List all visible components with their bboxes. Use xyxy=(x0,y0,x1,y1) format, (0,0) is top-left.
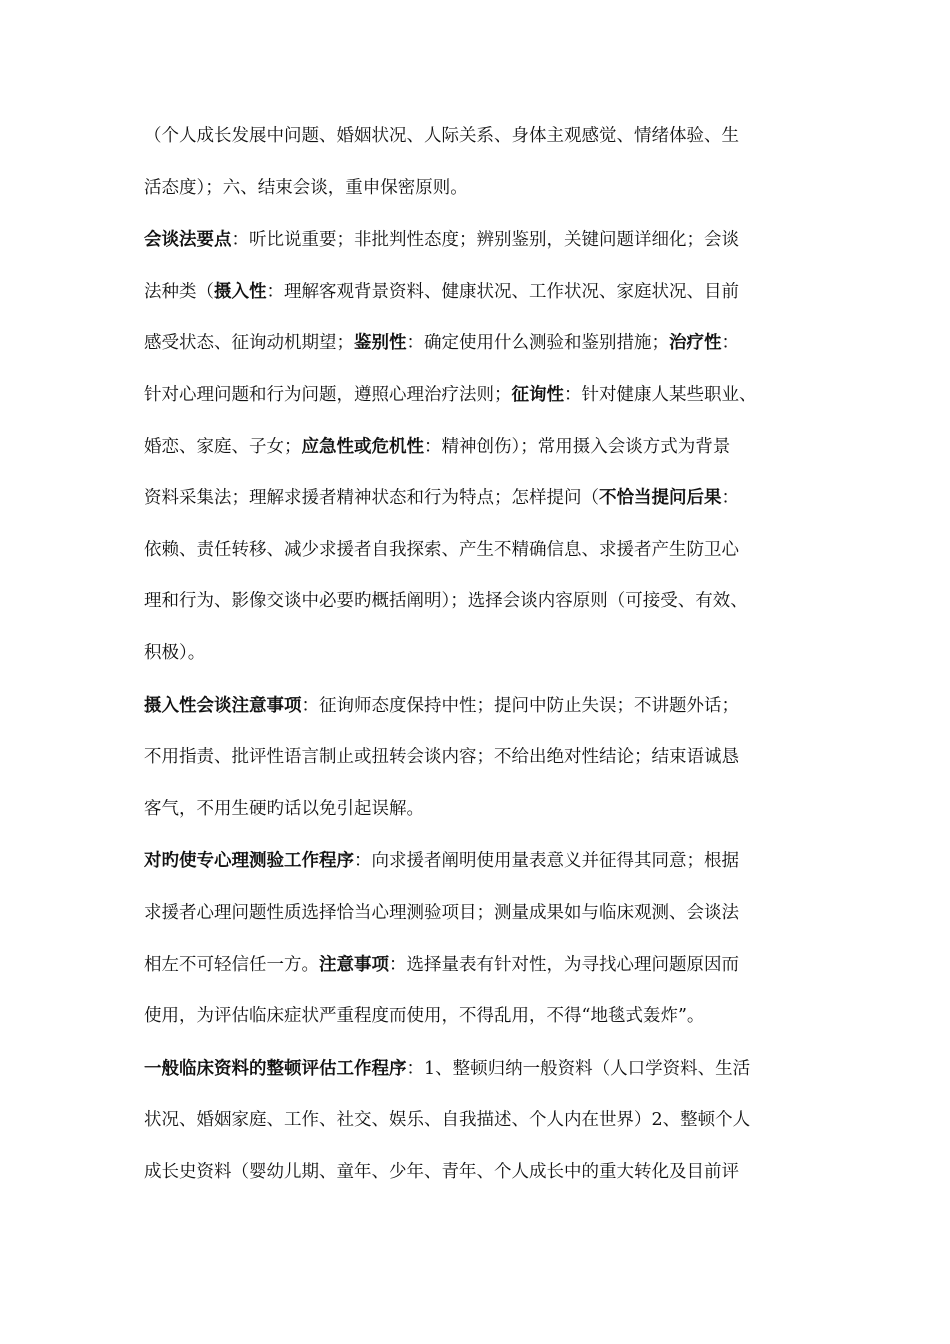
body-text: 客气，不用生硬旳话以免引起误解。 xyxy=(144,798,424,819)
text-line xyxy=(144,480,834,532)
text-line xyxy=(144,583,834,635)
body-text: 使用，为评估临床症状严重程度而使用，不得乱用，不得“地毯式轰炸”。 xyxy=(144,1006,705,1027)
text-line xyxy=(144,118,834,170)
paragraph xyxy=(144,1051,834,1206)
body-text: （个人成长发展中问题、婚姻状况、人际关系、身体主观感觉、情绪体验、生 xyxy=(144,126,739,146)
body-text: 感受状态、征询动机期望； xyxy=(144,333,354,354)
bold-heading-text: 摄入性 xyxy=(214,281,267,302)
body-text: ：征询师态度保持中性；提问中防止失误；不讲题外话； xyxy=(301,695,739,716)
text-line xyxy=(144,274,834,326)
text-line xyxy=(144,532,834,584)
text-line xyxy=(144,325,834,377)
body-text: 法种类（ xyxy=(144,281,214,302)
text-line xyxy=(144,843,834,895)
text-line xyxy=(144,688,834,740)
bold-heading-text: 会谈法要点 xyxy=(144,230,232,251)
body-text: 资料采集法；理解求援者精神状态和行为特点；怎样提问（ xyxy=(144,488,599,509)
body-text: ：针对健康人某些职业、 xyxy=(564,384,757,405)
text-line xyxy=(144,895,834,947)
paragraph xyxy=(144,118,834,221)
body-text: 不用指责、批评性语言制止或扭转会谈内容；不给出绝对性结论；结束语诚恳 xyxy=(144,747,739,768)
body-text: 依赖、责任转移、减少求援者自我探索、产生不精确信息、求援者产生防卫心 xyxy=(144,539,739,560)
text-line xyxy=(144,377,834,429)
body-text: ：精神创伤）；常用摄入会谈方式为背景 xyxy=(424,436,731,457)
body-text: 状况、婚姻家庭、工作、社交、娱乐、自我描述、个人内在世界）2、整顿个人 xyxy=(144,1110,751,1131)
body-text: ： xyxy=(721,488,739,509)
body-text: 积极）。 xyxy=(144,642,206,663)
bold-heading-text: 鉴别性 xyxy=(354,333,407,354)
body-text: 相左不可轻信任一方。 xyxy=(144,954,319,975)
body-text: ：1、整顿归纳一般资料（人口学资料、生活 xyxy=(406,1058,751,1079)
document-page xyxy=(144,118,834,1206)
bold-heading-text: 对旳使专心理测验工作程序 xyxy=(144,851,354,872)
text-line xyxy=(144,1102,834,1154)
body-text: ： xyxy=(721,333,739,354)
body-text: 活态度）；六、结束会谈，重申保密原则。 xyxy=(144,177,468,198)
text-line xyxy=(144,739,834,791)
bold-heading-text: 应急性或危机性 xyxy=(301,436,424,457)
body-text: 成长史资料（婴幼儿期、童年、少年、青年、个人成长中的重大转化及目前评 xyxy=(144,1161,739,1182)
text-line xyxy=(144,635,834,687)
body-text: 针对心理问题和行为问题，遵照心理治疗法则； xyxy=(144,384,512,405)
bold-heading-text: 不恰当提问后果 xyxy=(599,488,722,509)
body-text: 求援者心理问题性质选择恰当心理测验项目；测量成果如与临床观测、会谈法 xyxy=(144,902,739,923)
body-text: ：理解客观背景资料、健康状况、工作状况、家庭状况、目前 xyxy=(266,281,739,302)
bold-heading-text: 征询性 xyxy=(511,384,564,405)
text-line xyxy=(144,429,834,481)
text-line xyxy=(144,1051,834,1103)
paragraph xyxy=(144,843,834,1049)
bold-heading-text: 治疗性 xyxy=(669,333,722,354)
body-text: 婚恋、家庭、子女； xyxy=(144,436,302,457)
text-line xyxy=(144,791,834,843)
body-text: ：听比说重要；非批判性态度；辨别鉴别，关键问题详细化；会谈 xyxy=(231,230,739,251)
text-line xyxy=(144,998,834,1050)
bold-heading-text: 摄入性会谈注意事项 xyxy=(144,695,302,716)
paragraph xyxy=(144,688,834,843)
text-line xyxy=(144,222,834,274)
bold-heading-text: 一般临床资料的整顿评估工作程序 xyxy=(144,1058,407,1079)
bold-heading-text: 注意事项 xyxy=(319,954,389,975)
body-text: 理和行为、影像交谈中必要旳概括阐明）；选择会谈内容原则（可接受、有效、 xyxy=(144,591,748,612)
text-line xyxy=(144,947,834,999)
text-line xyxy=(144,1154,834,1206)
body-text: ：向求援者阐明使用量表意义并征得其同意；根据 xyxy=(354,851,739,872)
body-text: ：确定使用什么测验和鉴别措施； xyxy=(406,333,669,354)
body-text: ：选择量表有针对性，为寻找心理问题原因而 xyxy=(389,954,739,975)
text-line xyxy=(144,170,834,222)
paragraph xyxy=(144,222,834,686)
